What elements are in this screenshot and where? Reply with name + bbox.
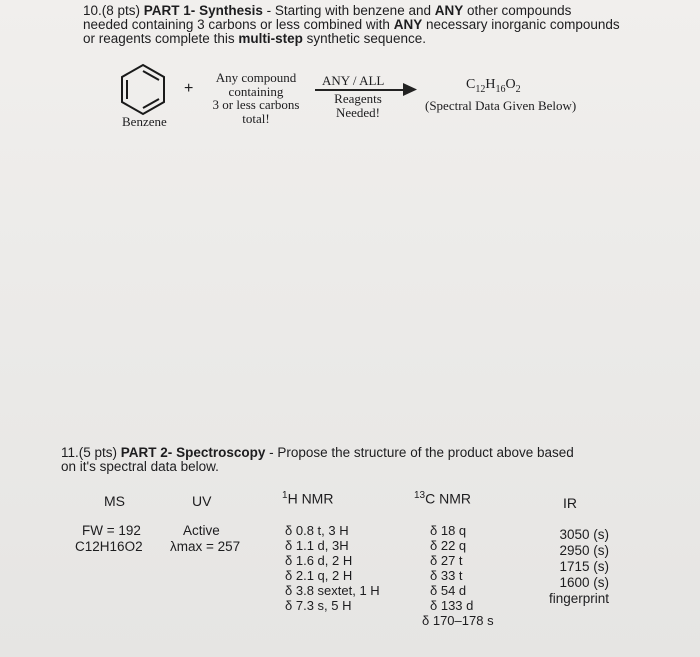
q11-topic: Spectroscopy — [176, 445, 266, 460]
cnmr-peak: δ 27 t — [430, 553, 463, 568]
question-10 — [83, 4, 683, 46]
benzene-label: Benzene — [122, 114, 167, 129]
ms-formula — [75, 539, 143, 555]
compound-line-2: containing — [228, 83, 284, 99]
ms-header: MS — [104, 493, 125, 509]
hnmr-peak: δ 3.8 sextet, 1 H — [285, 583, 380, 598]
q10-line-3 — [83, 32, 683, 46]
hnmr-column — [285, 523, 380, 613]
q10-text-b: other compounds — [467, 3, 572, 18]
product-formula — [466, 77, 521, 95]
ir-peak: 2950 (s) — [559, 543, 609, 558]
q10-line3-b: synthetic sequence. — [306, 31, 426, 46]
arrow-bottom-line-2: Needed! — [335, 105, 381, 120]
q10-part: PART 1- — [143, 3, 196, 18]
q11-part: PART 2- — [120, 445, 173, 460]
q10-any-1: ANY — [434, 3, 464, 18]
cnmr-peak: δ 18 q — [430, 523, 467, 538]
product-formula-o: O — [505, 77, 516, 92]
ms-formula-h-sub: 16 — [109, 539, 125, 554]
hnmr-header-text: H NMR — [287, 490, 334, 507]
cnmr-header — [414, 490, 471, 507]
ms-column — [75, 523, 143, 555]
hnmr-header-sup: 1 — [282, 490, 288, 501]
q11-line-2: on it's spectral data below. — [61, 459, 219, 474]
ms-formula-c: C — [75, 539, 85, 554]
hnmr-peak: δ 2.1 q, 2 H — [285, 568, 353, 583]
benzene-ring-structure — [118, 62, 168, 118]
ms-formula-o: O — [124, 539, 136, 554]
hnmr-peak: δ 0.8 t, 3 H — [285, 523, 349, 538]
cnmr-column — [422, 523, 494, 628]
hnmr-peak: δ 7.3 s, 5 H — [285, 598, 352, 613]
hnmr-peak: δ 1.6 d, 2 H — [285, 553, 353, 568]
uv-column — [170, 523, 240, 555]
cnmr-peak: δ 170–178 s — [422, 613, 494, 628]
cnmr-peak: δ 54 d — [430, 583, 467, 598]
uv-header: UV — [192, 493, 212, 509]
arrow-bottom-label — [328, 92, 388, 120]
ir-peak: 3050 (s) — [559, 527, 609, 542]
arrow-top-label: ANY / ALL — [322, 73, 385, 88]
q10-line2-b: necessary inorganic compounds — [426, 17, 620, 32]
compound-line-4: total! — [242, 110, 270, 126]
ms-formula-h: H — [99, 539, 110, 554]
q10-number: 10.(8 pts) — [83, 3, 141, 18]
hnmr-header — [282, 490, 333, 507]
reaction-arrow-head-icon — [403, 83, 417, 96]
q11-text-a: - Propose the structure of the product above based — [269, 445, 574, 460]
ms-formula-o-sub: 2 — [135, 539, 143, 554]
cnmr-header-sup: 13 — [414, 490, 426, 501]
cnmr-peak: δ 133 d — [430, 598, 474, 613]
ir-peak: 1715 (s) — [559, 559, 609, 574]
compound-description — [206, 71, 306, 125]
product-formula-h: H — [485, 77, 496, 92]
ir-header: IR — [563, 495, 577, 511]
q10-line3-a: or reagents complete this — [83, 31, 235, 46]
ir-column — [537, 527, 609, 607]
q10-any-2: ANY — [393, 17, 423, 32]
question-11 — [61, 446, 681, 474]
q10-topic: Synthesis — [199, 3, 263, 18]
product-formula-o-sub: 2 — [515, 83, 521, 95]
plus-sign: + — [184, 80, 194, 97]
ms-fw: FW = 192 — [82, 523, 141, 538]
q10-multistep: multi-step — [238, 31, 303, 46]
ir-peak: 1600 (s) — [559, 575, 609, 590]
q10-line2-a: needed containing 3 carbons or less combined with — [83, 17, 390, 32]
q10-text-a: - Starting with benzene and — [266, 3, 431, 18]
product-formula-c-sub: 12 — [475, 83, 486, 95]
product-formula-c: C — [466, 77, 476, 92]
product-formula-h-sub: 16 — [495, 83, 506, 95]
cnmr-header-text: C NMR — [425, 490, 472, 507]
ir-fingerprint: fingerprint — [548, 591, 609, 606]
q10-line-1 — [83, 4, 683, 18]
cnmr-peak: δ 22 q — [430, 538, 467, 553]
compound-line-3: 3 or less carbons — [212, 97, 300, 112]
compound-line-1: Any compound — [215, 70, 297, 85]
uv-active: Active — [183, 523, 220, 538]
q11-number: 11.(5 pts) — [61, 445, 118, 460]
cnmr-peak: δ 33 t — [430, 568, 463, 583]
hnmr-peak: δ 1.1 d, 3H — [285, 538, 349, 553]
q11-line-1 — [61, 446, 681, 460]
ms-formula-c-sub: 12 — [84, 539, 100, 554]
uv-lambda-max: λmax = 257 — [170, 539, 241, 554]
arrow-bottom-line-1: Reagents — [334, 91, 382, 106]
q10-line-2 — [83, 18, 683, 32]
spectral-note: (Spectral Data Given Below) — [425, 98, 577, 113]
